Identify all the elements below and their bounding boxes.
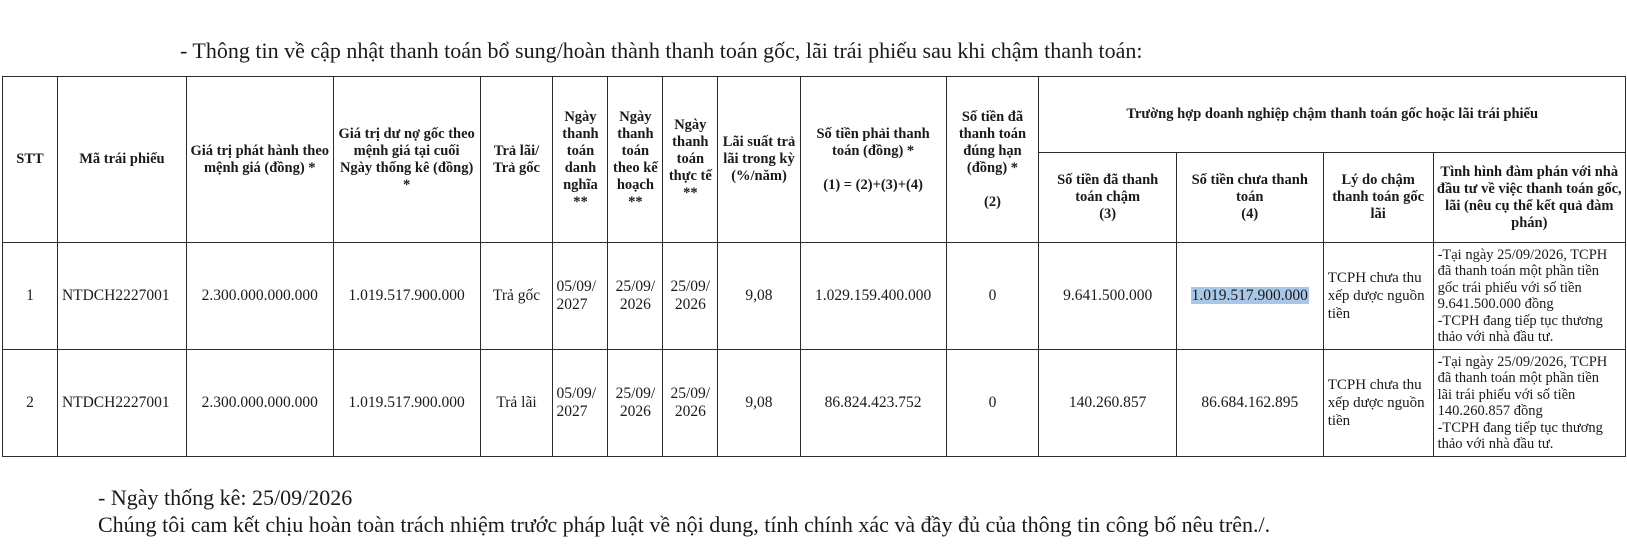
- negotiation-line: lãi trái phiếu với số tiền: [1437, 386, 1576, 403]
- header-stt: STT: [3, 77, 58, 243]
- cell-type: Trả lãi: [480, 350, 553, 457]
- table-row: [3, 243, 1626, 350]
- cell-rate: 9,08: [718, 350, 800, 457]
- cell-type: Trả gốc: [480, 243, 553, 350]
- header-outstanding: Giá trị dư nợ gốc theo mệnh giá tại cuối Ngày thống kê (đồng) *: [333, 77, 480, 243]
- cell-nominal-date: 05/09/ 2027: [553, 350, 608, 457]
- cell-paid-on-time: 0: [946, 350, 1039, 457]
- intro-line: - Thông tin về cập nhật thanh toán bổ sung/hoàn thành thanh toán gốc, lãi trái phiếu sau khi chậm thanh toán:: [180, 38, 1143, 63]
- cell-planned-date: 25/09/ 2026: [608, 243, 663, 350]
- header-type: Trả lãi/ Trả gốc: [480, 77, 553, 243]
- header-reason: Lý do chậm thanh toán gốc lãi: [1323, 153, 1433, 243]
- cell-actual-date: 25/09/ 2026: [663, 243, 718, 350]
- commitment-line: Chúng tôi cam kết chịu hoàn toàn trách nhiệm trước pháp luật về nội dung, tính chính xác và đầy đủ của thông tin công bố nêu trên./.: [98, 512, 1271, 537]
- cell-amount-due: 86.824.423.752: [800, 350, 946, 457]
- negotiation-line: -Tại ngày 25/09/2026, TCPH: [1437, 353, 1608, 370]
- cell-stt: 2: [3, 350, 58, 457]
- cell-face-value: 2.300.000.000.000: [186, 243, 333, 350]
- header-planned-date: Ngày thanh toán theo kế hoạch **: [608, 77, 663, 243]
- cell-paid-on-time: 0: [946, 243, 1039, 350]
- cell-code: NTDCH2227001: [57, 350, 186, 457]
- negotiation-line: thảo với nhà đầu tư.: [1437, 436, 1554, 452]
- header-code: Mã trái phiếu: [57, 77, 186, 243]
- cell-paid-late: 140.260.857: [1039, 350, 1176, 457]
- cell-negotiation: [1433, 350, 1625, 457]
- header-amount-due: [800, 77, 946, 243]
- cell-outstanding: 1.019.517.900.000: [333, 243, 480, 350]
- cell-outstanding: 1.019.517.900.000: [333, 350, 480, 457]
- cell-code: NTDCH2227001: [57, 243, 186, 350]
- header-actual-date: Ngày thanh toán thực tế **: [663, 77, 718, 243]
- header-row-1: [3, 77, 1626, 153]
- header-late-payment-group: Trường hợp doanh nghiệp chậm thanh toán gốc hoặc lãi trái phiếu: [1039, 77, 1626, 153]
- cell-nominal-date: 05/09/ 2027: [553, 243, 608, 350]
- negotiation-line: gốc trái phiếu với số tiền: [1437, 279, 1582, 296]
- header-paid-late-label: Số tiền đã thanh toán chậm: [1057, 172, 1159, 205]
- negotiation-line: đã thanh toán một phần tiền: [1437, 263, 1600, 279]
- negotiation-line: đã thanh toán một phần tiền: [1437, 370, 1600, 386]
- header-amount-due-label: Số tiền phải thanh toán (đồng) *: [816, 125, 930, 159]
- header-face-value: Giá trị phát hành theo mệnh giá (đồng) *: [186, 77, 333, 243]
- header-paid-late: [1039, 153, 1176, 243]
- negotiation-line: 9.641.500.000 đồng: [1437, 296, 1554, 312]
- bond-payment-table: [2, 76, 1626, 457]
- cell-reason: TCPH chưa thu xếp dược nguồn tiền: [1323, 243, 1433, 350]
- header-nominal-date: Ngày thanh toán danh nghĩa **: [553, 77, 608, 243]
- cell-unpaid: [1176, 243, 1323, 350]
- header-paid-late-num: (3): [1099, 206, 1117, 222]
- selected-text-highlight[interactable]: 1.019.517.900.000: [1191, 287, 1308, 304]
- negotiation-line: -TCPH đang tiếp tục thương: [1437, 312, 1603, 329]
- header-rate: Lãi suất trả lãi trong kỳ (%/năm): [718, 77, 800, 243]
- header-paid-on-time-num: (2): [984, 193, 1001, 210]
- header-paid-on-time: [946, 77, 1039, 243]
- header-amount-due-formula: (1) = (2)+(3)+(4): [823, 176, 923, 193]
- header-unpaid: [1176, 153, 1323, 243]
- cell-stt: 1: [3, 243, 58, 350]
- header-negotiation: Tình hình đàm phán với nhà đầu tư về việc thanh toán gốc, lãi (nêu cụ thể kết quả đàm phán): [1433, 153, 1625, 243]
- cell-planned-date: 25/09/ 2026: [608, 350, 663, 457]
- cell-actual-date: 25/09/ 2026: [663, 350, 718, 457]
- table-row: [3, 350, 1626, 457]
- negotiation-line: thảo với nhà đầu tư.: [1437, 329, 1554, 345]
- negotiation-line: -TCPH đang tiếp tục thương: [1437, 419, 1603, 436]
- cell-reason: TCPH chưa thu xếp dược nguồn tiền: [1323, 350, 1433, 457]
- negotiation-line: 140.260.857 đồng: [1437, 403, 1543, 419]
- header-unpaid-label: Số tiền chưa thanh toán: [1191, 172, 1308, 205]
- cell-negotiation: [1433, 243, 1625, 350]
- cell-rate: 9,08: [718, 243, 800, 350]
- statistics-date-line: - Ngày thống kê: 25/09/2026: [98, 485, 353, 510]
- cell-face-value: 2.300.000.000.000: [186, 350, 333, 457]
- cell-amount-due: 1.029.159.400.000: [800, 243, 946, 350]
- cell-unpaid: 86.684.162.895: [1176, 350, 1323, 457]
- header-unpaid-num: (4): [1241, 206, 1259, 222]
- footer: [98, 484, 1270, 538]
- cell-paid-late: 9.641.500.000: [1039, 243, 1176, 350]
- negotiation-line: -Tại ngày 25/09/2026, TCPH: [1437, 246, 1608, 263]
- header-paid-on-time-label: Số tiền đã thanh toán đúng hạn (đồng) *: [958, 108, 1027, 176]
